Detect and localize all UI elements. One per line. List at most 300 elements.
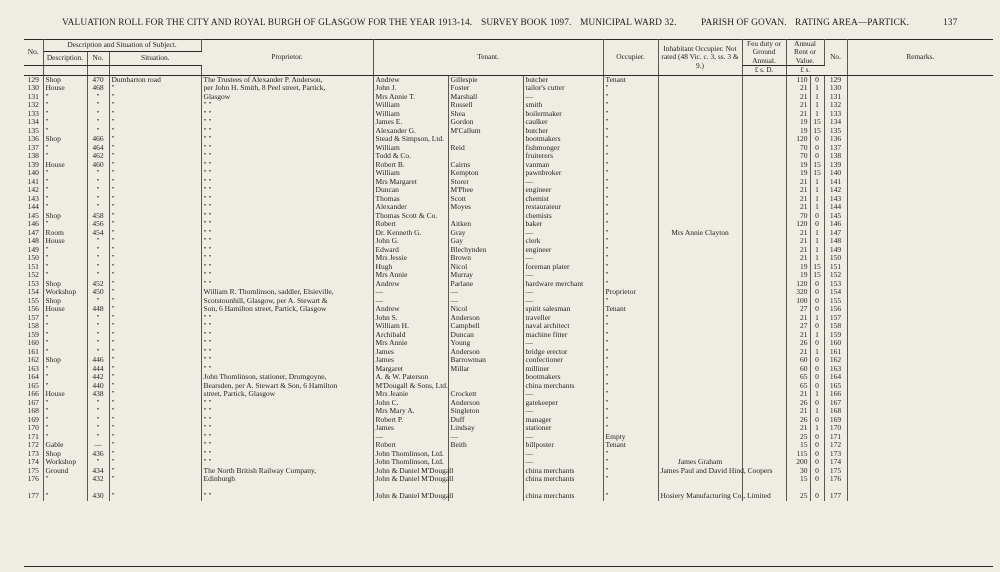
- cell-desc: ": [43, 331, 87, 340]
- cell-feu: [742, 305, 786, 314]
- cell-sit: ": [109, 450, 201, 459]
- cell-pound: 21: [786, 84, 810, 93]
- cell-no: 130: [24, 84, 43, 93]
- cell-desc: ": [43, 416, 87, 425]
- cell-occn: ": [603, 356, 658, 365]
- cell-occn: ": [603, 195, 658, 204]
- cell-no2: 157: [824, 314, 847, 323]
- cell-no2: 138: [824, 152, 847, 161]
- cell-feu: [742, 407, 786, 416]
- cell-pound: 70: [786, 152, 810, 161]
- cell-feu: [742, 101, 786, 110]
- col-no: No.: [24, 40, 43, 66]
- cell-no: 173: [24, 450, 43, 459]
- cell-inh: [658, 322, 742, 331]
- table-row: [24, 475, 993, 484]
- cell-remarks: [847, 195, 993, 204]
- cell-occn: ": [603, 416, 658, 425]
- cell-no2: 174: [824, 458, 847, 467]
- cell-tf: Dr. Kenneth G.: [373, 229, 448, 238]
- cell-sit: ": [109, 331, 201, 340]
- cell-shil: 0: [810, 365, 824, 374]
- cell-prop: " ": [201, 356, 373, 365]
- cell-sit: ": [109, 416, 201, 425]
- cell-prop: " ": [201, 152, 373, 161]
- cell-prop: " ": [201, 416, 373, 425]
- cell-no: 139: [24, 161, 43, 170]
- cell-remarks: [847, 339, 993, 348]
- cell-tf: Mrs Annie: [373, 339, 448, 348]
- cell-no2: 137: [824, 144, 847, 153]
- cell-shil: 1: [810, 203, 824, 212]
- cell-inh: [658, 110, 742, 119]
- cell-ts: Brown: [448, 254, 523, 263]
- table-row: [24, 75, 993, 84]
- cell-occ: butcher: [523, 75, 603, 84]
- cell-tf: Thomas Scott & Co.: [373, 212, 448, 221]
- cell-pound: 21: [786, 110, 810, 119]
- cell-feu: [742, 382, 786, 391]
- table-row: [24, 237, 993, 246]
- roll-body: [24, 75, 993, 501]
- cell-no2: 169: [824, 416, 847, 425]
- cell-sit: ": [109, 186, 201, 195]
- cell-inh: [658, 475, 742, 484]
- cell-shil: 1: [810, 246, 824, 255]
- cell-sit: ": [109, 288, 201, 297]
- cell-desc: House: [43, 84, 87, 93]
- cell-occ: —: [523, 254, 603, 263]
- cell-prop: Edinburgh: [201, 475, 373, 484]
- cell-feu: [742, 135, 786, 144]
- table-row: [24, 407, 993, 416]
- cell-sit: ": [109, 407, 201, 416]
- cell-feu: [742, 280, 786, 289]
- cell-sit: ": [109, 424, 201, 433]
- cell-pound: 26: [786, 416, 810, 425]
- cell-no: 133: [24, 110, 43, 119]
- cell-occn: ": [603, 203, 658, 212]
- cell-num: 464: [87, 144, 109, 153]
- cell-sit: ": [109, 161, 201, 170]
- cell-no: 165: [24, 382, 43, 391]
- cell-pound: 26: [786, 399, 810, 408]
- cell-inh: Mrs Annie Clayton: [658, 229, 742, 238]
- cell-tf: John & Daniel M'Dougall: [373, 492, 448, 501]
- cell-pound: 27: [786, 305, 810, 314]
- table-row: [24, 246, 993, 255]
- cell-tf: Mrs Mary A.: [373, 407, 448, 416]
- cell-no2: 152: [824, 271, 847, 280]
- cell-pound: 21: [786, 348, 810, 357]
- cell-feu: [742, 75, 786, 84]
- cell-occn: ": [603, 492, 658, 501]
- cell-num: ": [87, 433, 109, 442]
- cell-tf: —: [373, 433, 448, 442]
- cell-desc: ": [43, 110, 87, 119]
- cell-no2: 133: [824, 110, 847, 119]
- cell-occn: ": [603, 212, 658, 221]
- col-description: Description.: [43, 52, 87, 66]
- cell-pound: 21: [786, 424, 810, 433]
- cell-prop: " ": [201, 212, 373, 221]
- cell-pound: 21: [786, 390, 810, 399]
- cell-desc: Workshop: [43, 458, 87, 467]
- cell-occ: confectioner: [523, 356, 603, 365]
- cell-occ: manager: [523, 416, 603, 425]
- cell-tf: William: [373, 101, 448, 110]
- cell-inh: [658, 297, 742, 306]
- cell-tf: John Thomlinson, Ltd.: [373, 458, 448, 467]
- cell-ts: Campbell: [448, 322, 523, 331]
- cell-feu: [742, 356, 786, 365]
- cell-no2: 167: [824, 399, 847, 408]
- cell-ts: —: [448, 288, 523, 297]
- table-row: [24, 492, 993, 501]
- cell-no2: 158: [824, 322, 847, 331]
- cell-remarks: [847, 110, 993, 119]
- cell-shil: 1: [810, 195, 824, 204]
- cell-pound: 100: [786, 297, 810, 306]
- cell-prop: " ": [201, 246, 373, 255]
- cell-pound: 25: [786, 492, 810, 501]
- cell-occn: ": [603, 152, 658, 161]
- cell-no: 161: [24, 348, 43, 357]
- cell-sit: ": [109, 492, 201, 501]
- cell-inh: [658, 390, 742, 399]
- cell-pound: 320: [786, 288, 810, 297]
- cell-prop: William R. Thomlinson, saddler, Elsieville,: [201, 288, 373, 297]
- cell-no: 157: [24, 314, 43, 323]
- cell-tf: John J.: [373, 84, 448, 93]
- cell-occn: ": [603, 229, 658, 238]
- cell-sit: Dumbarton road: [109, 75, 201, 84]
- cell-prop: " ": [201, 458, 373, 467]
- cell-pound: 21: [786, 93, 810, 102]
- cell-sit: ": [109, 348, 201, 357]
- cell-ts: Blechynden: [448, 246, 523, 255]
- cell-inh: [658, 288, 742, 297]
- cell-remarks: [847, 186, 993, 195]
- cell-shil: 0: [810, 441, 824, 450]
- cell-no2: 141: [824, 178, 847, 187]
- cell-num: 470: [87, 75, 109, 84]
- cell-inh: [658, 186, 742, 195]
- cell-shil: 1: [810, 84, 824, 93]
- cell-remarks: [847, 229, 993, 238]
- cell-occn: ": [603, 186, 658, 195]
- cell-prop: The Trustees of Alexander P. Anderson,: [201, 75, 373, 84]
- cell-prop: " ": [201, 144, 373, 153]
- cell-desc: ": [43, 492, 87, 501]
- cell-sit: ": [109, 305, 201, 314]
- cell-occn: ": [603, 322, 658, 331]
- table-row: [24, 322, 993, 331]
- cell-occ: china merchants: [523, 467, 603, 476]
- cell-remarks: [847, 492, 993, 501]
- cell-occn: ": [603, 263, 658, 272]
- cell-remarks: [847, 475, 993, 484]
- cell-shil: 0: [810, 416, 824, 425]
- cell-sit: ": [109, 135, 201, 144]
- cell-desc: ": [43, 246, 87, 255]
- cell-feu: [742, 186, 786, 195]
- cell-remarks: [847, 305, 993, 314]
- cell-shil: 0: [810, 373, 824, 382]
- col-no-right: No.: [824, 40, 847, 76]
- cell-tf: A. & W. Paterson: [373, 373, 448, 382]
- cell-desc: Shop: [43, 356, 87, 365]
- cell-remarks: [847, 212, 993, 221]
- table-row: [24, 424, 993, 433]
- cell-prop: " ": [201, 229, 373, 238]
- cell-remarks: [847, 127, 993, 136]
- cell-inh: [658, 195, 742, 204]
- cell-ts: Duff: [448, 416, 523, 425]
- cell-sit: ": [109, 212, 201, 221]
- cell-remarks: [847, 135, 993, 144]
- cell-tf: M'Dougall & Sons, Ltd.: [373, 382, 448, 391]
- cell-occ: bootmakers: [523, 135, 603, 144]
- valuation-table: [24, 39, 993, 501]
- cell-inh: [658, 203, 742, 212]
- cell-remarks: [847, 356, 993, 365]
- cell-remarks: [847, 390, 993, 399]
- cell-tf: Mrs Jeanie: [373, 390, 448, 399]
- cell-num: 450: [87, 288, 109, 297]
- cell-desc: ": [43, 322, 87, 331]
- cell-desc: Shop: [43, 212, 87, 221]
- cell-no: 154: [24, 288, 43, 297]
- cell-prop: " ": [201, 169, 373, 178]
- cell-pound: 21: [786, 101, 810, 110]
- cell-occ: butcher: [523, 127, 603, 136]
- cell-tf: William: [373, 169, 448, 178]
- cell-ts: Singleton: [448, 407, 523, 416]
- cell-sit: ": [109, 458, 201, 467]
- cell-desc: ": [43, 424, 87, 433]
- cell-pound: 15: [786, 475, 810, 484]
- cell-inh: [658, 356, 742, 365]
- cell-inh: [658, 280, 742, 289]
- cell-feu: [742, 399, 786, 408]
- cell-no: 168: [24, 407, 43, 416]
- cell-ts: Foster: [448, 84, 523, 93]
- table-row: [24, 365, 993, 374]
- cell-occn: ": [603, 169, 658, 178]
- cell-num: 430: [87, 492, 109, 501]
- cell-ts: Reid: [448, 144, 523, 153]
- cell-no2: 136: [824, 135, 847, 144]
- cell-desc: ": [43, 127, 87, 136]
- cell-shil: 15: [810, 127, 824, 136]
- cell-num: 456: [87, 220, 109, 229]
- cell-no: 147: [24, 229, 43, 238]
- cell-num: ": [87, 93, 109, 102]
- cell-prop: Glasgow: [201, 93, 373, 102]
- cell-num: ": [87, 127, 109, 136]
- cell-sit: ": [109, 263, 201, 272]
- feu-currency-units: £ s. D.: [742, 66, 786, 75]
- cell-no2: 161: [824, 348, 847, 357]
- cell-shil: 0: [810, 492, 824, 501]
- table-row: [24, 314, 993, 323]
- cell-num: 462: [87, 152, 109, 161]
- cell-prop: " ": [201, 280, 373, 289]
- cell-occn: ": [603, 407, 658, 416]
- cell-occ: restaurateur: [523, 203, 603, 212]
- cell-remarks: [847, 433, 993, 442]
- cell-ts: [448, 492, 523, 501]
- cell-feu: [742, 178, 786, 187]
- table-row: [24, 118, 993, 127]
- cell-ts: Anderson: [448, 348, 523, 357]
- cell-ts: Duncan: [448, 331, 523, 340]
- cell-sit: ": [109, 399, 201, 408]
- cell-pound: 15: [786, 441, 810, 450]
- cell-inh: [658, 407, 742, 416]
- cell-prop: " ": [201, 118, 373, 127]
- cell-inh: [658, 161, 742, 170]
- cell-no2: 145: [824, 212, 847, 221]
- cell-sit: ": [109, 144, 201, 153]
- cell-inh: [658, 365, 742, 374]
- cell-remarks: [847, 118, 993, 127]
- cell-prop: " ": [201, 135, 373, 144]
- cell-prop: " ": [201, 424, 373, 433]
- table-row: [24, 178, 993, 187]
- cell-shil: 15: [810, 271, 824, 280]
- cell-tf: Duncan: [373, 186, 448, 195]
- cell-sit: ": [109, 220, 201, 229]
- cell-remarks: [847, 322, 993, 331]
- cell-sit: ": [109, 195, 201, 204]
- cell-shil: 0: [810, 450, 824, 459]
- cell-tf: Archibald: [373, 331, 448, 340]
- cell-feu: [742, 297, 786, 306]
- cell-num: ": [87, 424, 109, 433]
- cell-no: 162: [24, 356, 43, 365]
- cell-sit: ": [109, 280, 201, 289]
- cell-inh: [658, 237, 742, 246]
- cell-prop: " ": [201, 322, 373, 331]
- cell-num: 444: [87, 365, 109, 374]
- cell-desc: ": [43, 263, 87, 272]
- cell-no2: 146: [824, 220, 847, 229]
- cell-prop: " ": [201, 110, 373, 119]
- cell-desc: ": [43, 382, 87, 391]
- cell-remarks: [847, 271, 993, 280]
- cell-prop: Son, 6 Hamilton street, Partick, Glasgow: [201, 305, 373, 314]
- cell-occn: ": [603, 84, 658, 93]
- cell-no: 135: [24, 127, 43, 136]
- cell-tf: William: [373, 110, 448, 119]
- cell-ts: Gordon: [448, 118, 523, 127]
- col-remarks: Remarks.: [847, 40, 993, 76]
- cell-num: 448: [87, 305, 109, 314]
- cell-tf: Andrew: [373, 305, 448, 314]
- cell-ts: Young: [448, 339, 523, 348]
- cell-inh: [658, 305, 742, 314]
- cell-desc: House: [43, 237, 87, 246]
- cell-pound: 19: [786, 118, 810, 127]
- table-row: [24, 195, 993, 204]
- cell-tf: William: [373, 144, 448, 153]
- cell-ts: Millar: [448, 365, 523, 374]
- cell-pound: 120: [786, 280, 810, 289]
- table-row: [24, 84, 993, 93]
- cell-sit: ": [109, 93, 201, 102]
- cell-remarks: [847, 152, 993, 161]
- cell-pound: 19: [786, 271, 810, 280]
- cell-no2: 132: [824, 101, 847, 110]
- cell-no2: 175: [824, 467, 847, 476]
- cell-tf: —: [373, 297, 448, 306]
- cell-shil: 1: [810, 424, 824, 433]
- cell-ts: —: [448, 433, 523, 442]
- cell-desc: ": [43, 314, 87, 323]
- cell-no2: 154: [824, 288, 847, 297]
- cell-tf: John & Daniel M'Dougall: [373, 475, 448, 484]
- cell-prop: " ": [201, 203, 373, 212]
- cell-pound: 120: [786, 135, 810, 144]
- cell-tf: Andrew: [373, 75, 448, 84]
- cell-feu: [742, 220, 786, 229]
- cell-no: 176: [24, 475, 43, 484]
- survey-book: SURVEY BOOK 1097.: [481, 18, 572, 28]
- cell-inh: [658, 118, 742, 127]
- cell-sit: ": [109, 254, 201, 263]
- cell-sit: ": [109, 84, 201, 93]
- cell-no2: 144: [824, 203, 847, 212]
- cell-tf: Mrs Margaret: [373, 178, 448, 187]
- col-number: No.: [87, 52, 109, 66]
- cell-feu: [742, 416, 786, 425]
- cell-num: ": [87, 203, 109, 212]
- cell-occ: —: [523, 407, 603, 416]
- table-row: [24, 373, 993, 382]
- cell-occ: baker: [523, 220, 603, 229]
- cell-occn: Tenant: [603, 75, 658, 84]
- cell-remarks: [847, 458, 993, 467]
- cell-occ: —: [523, 433, 603, 442]
- cell-feu: [742, 348, 786, 357]
- cell-num: ": [87, 348, 109, 357]
- cell-occ: —: [523, 339, 603, 348]
- cell-no: 134: [24, 118, 43, 127]
- cell-feu: [742, 314, 786, 323]
- cell-num: ": [87, 322, 109, 331]
- cell-num: ": [87, 339, 109, 348]
- cell-feu: [742, 450, 786, 459]
- cell-feu: [742, 169, 786, 178]
- cell-ts: [448, 373, 523, 382]
- cell-num: 446: [87, 356, 109, 365]
- cell-tf: Thomas: [373, 195, 448, 204]
- cell-num: ": [87, 186, 109, 195]
- cell-occn: ": [603, 280, 658, 289]
- cell-desc: House: [43, 305, 87, 314]
- cell-feu: [742, 161, 786, 170]
- cell-occ: bootmakers: [523, 373, 603, 382]
- cell-inh: [658, 416, 742, 425]
- cell-feu: [742, 118, 786, 127]
- cell-ts: Cairns: [448, 161, 523, 170]
- cell-no2: 164: [824, 373, 847, 382]
- col-tenant: Tenant.: [373, 40, 603, 76]
- cell-sit: ": [109, 169, 201, 178]
- cell-remarks: [847, 263, 993, 272]
